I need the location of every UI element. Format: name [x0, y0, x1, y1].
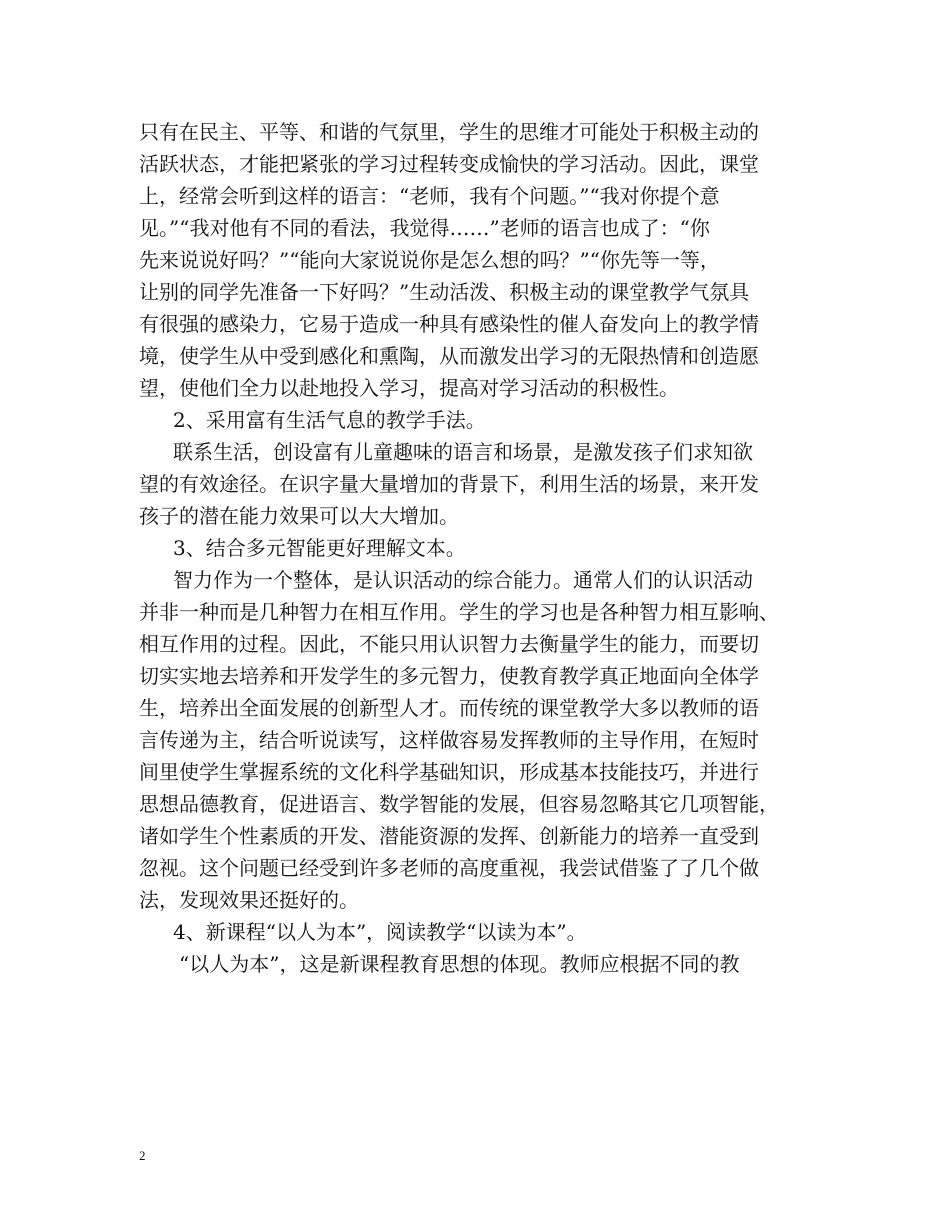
text-line: 活跃状态，才能把紧张的学习过程转变成愉快的学习活动。因此，课堂: [139, 152, 759, 176]
page-number: 2: [139, 1148, 146, 1163]
text-line: 间里使学生掌握系统的文化科学基础知识，形成基本技能技巧，并进行: [139, 760, 759, 784]
text-line: 法，发现效果还挺好的。: [139, 888, 359, 912]
text-line: 言传递为主，结合听说读写，这样做容易发挥教师的主导作用，在短时: [139, 728, 759, 752]
text-line: 让别的同学先准备一下好吗？”生动活泼、积极主动的课堂教学气氛具: [139, 280, 750, 304]
text-line: 境，使学生从中受到感化和熏陶，从而激发出学习的无限热情和创造愿: [139, 344, 759, 368]
section-heading: 4、新课程“以人为本”，阅读教学“以读为本”。: [173, 920, 587, 944]
text-line: 望的有效途径。在识字量大量增加的背景下，利用生活的场景，来开发: [139, 472, 759, 496]
text-line: 有很强的感染力，它易于造成一种具有感染性的催人奋发向上的教学情: [139, 312, 759, 336]
text-line: 切实实地去培养和开发学生的多元智力，使教育教学真正地面向全体学: [139, 664, 759, 688]
paragraph-start-line: 智力作为一个整体，是认识活动的综合能力。通常人们的认识活动: [173, 568, 753, 592]
body-text: [139, 116, 819, 980]
paragraph-start-line: “以人为本”，这是新课程教育思想的体现。教师应根据不同的教: [179, 952, 740, 976]
text-line: 望，使他们全力以赴地投入学习，提高对学习活动的积极性。: [139, 376, 679, 400]
text-line: 忽视。这个问题已经受到许多老师的高度重视，我尝试借鉴了了几个做: [139, 856, 759, 880]
text-line: 上，经常会听到这样的语言：“老师，我有个问题。”“我对你提个意: [139, 184, 720, 208]
text-line: 生，培养出全面发展的创新型人才。而传统的课堂教学大多以教师的语: [139, 696, 759, 720]
text-line: 诸如学生个性素质的开发、潜能资源的发挥、创新能力的培养一直受到: [139, 824, 759, 848]
text-line: 先来说说好吗？”“能向大家说说你是怎么想的吗？”“你先等一等，: [139, 248, 720, 272]
text-line: 见。”“我对他有不同的看法，我觉得……”老师的语言也成了：“你: [139, 216, 710, 240]
text-line: 思想品德教育，促进语言、数学智能的发展，但容易忽略其它几项智能，: [139, 792, 779, 816]
section-heading: 2、采用富有生活气息的教学手法。: [173, 408, 486, 432]
paragraph-start-line: 联系生活，创设富有儿童趣味的语言和场景，是激发孩子们求知欲: [173, 440, 753, 464]
text-line: 并非一种而是几种智力在相互作用。学生的学习也是各种智力相互影响、: [139, 600, 779, 624]
text-line: 相互作用的过程。因此，不能只用认识智力去衡量学生的能力，而要切: [139, 632, 759, 656]
section-heading: 3、结合多元智能更好理解文本。: [173, 536, 466, 560]
text-line: 只有在民主、平等、和谐的气氛里，学生的思维才可能处于积极主动的: [139, 120, 759, 144]
text-line: 孩子的潜在能力效果可以大大增加。: [139, 504, 459, 528]
